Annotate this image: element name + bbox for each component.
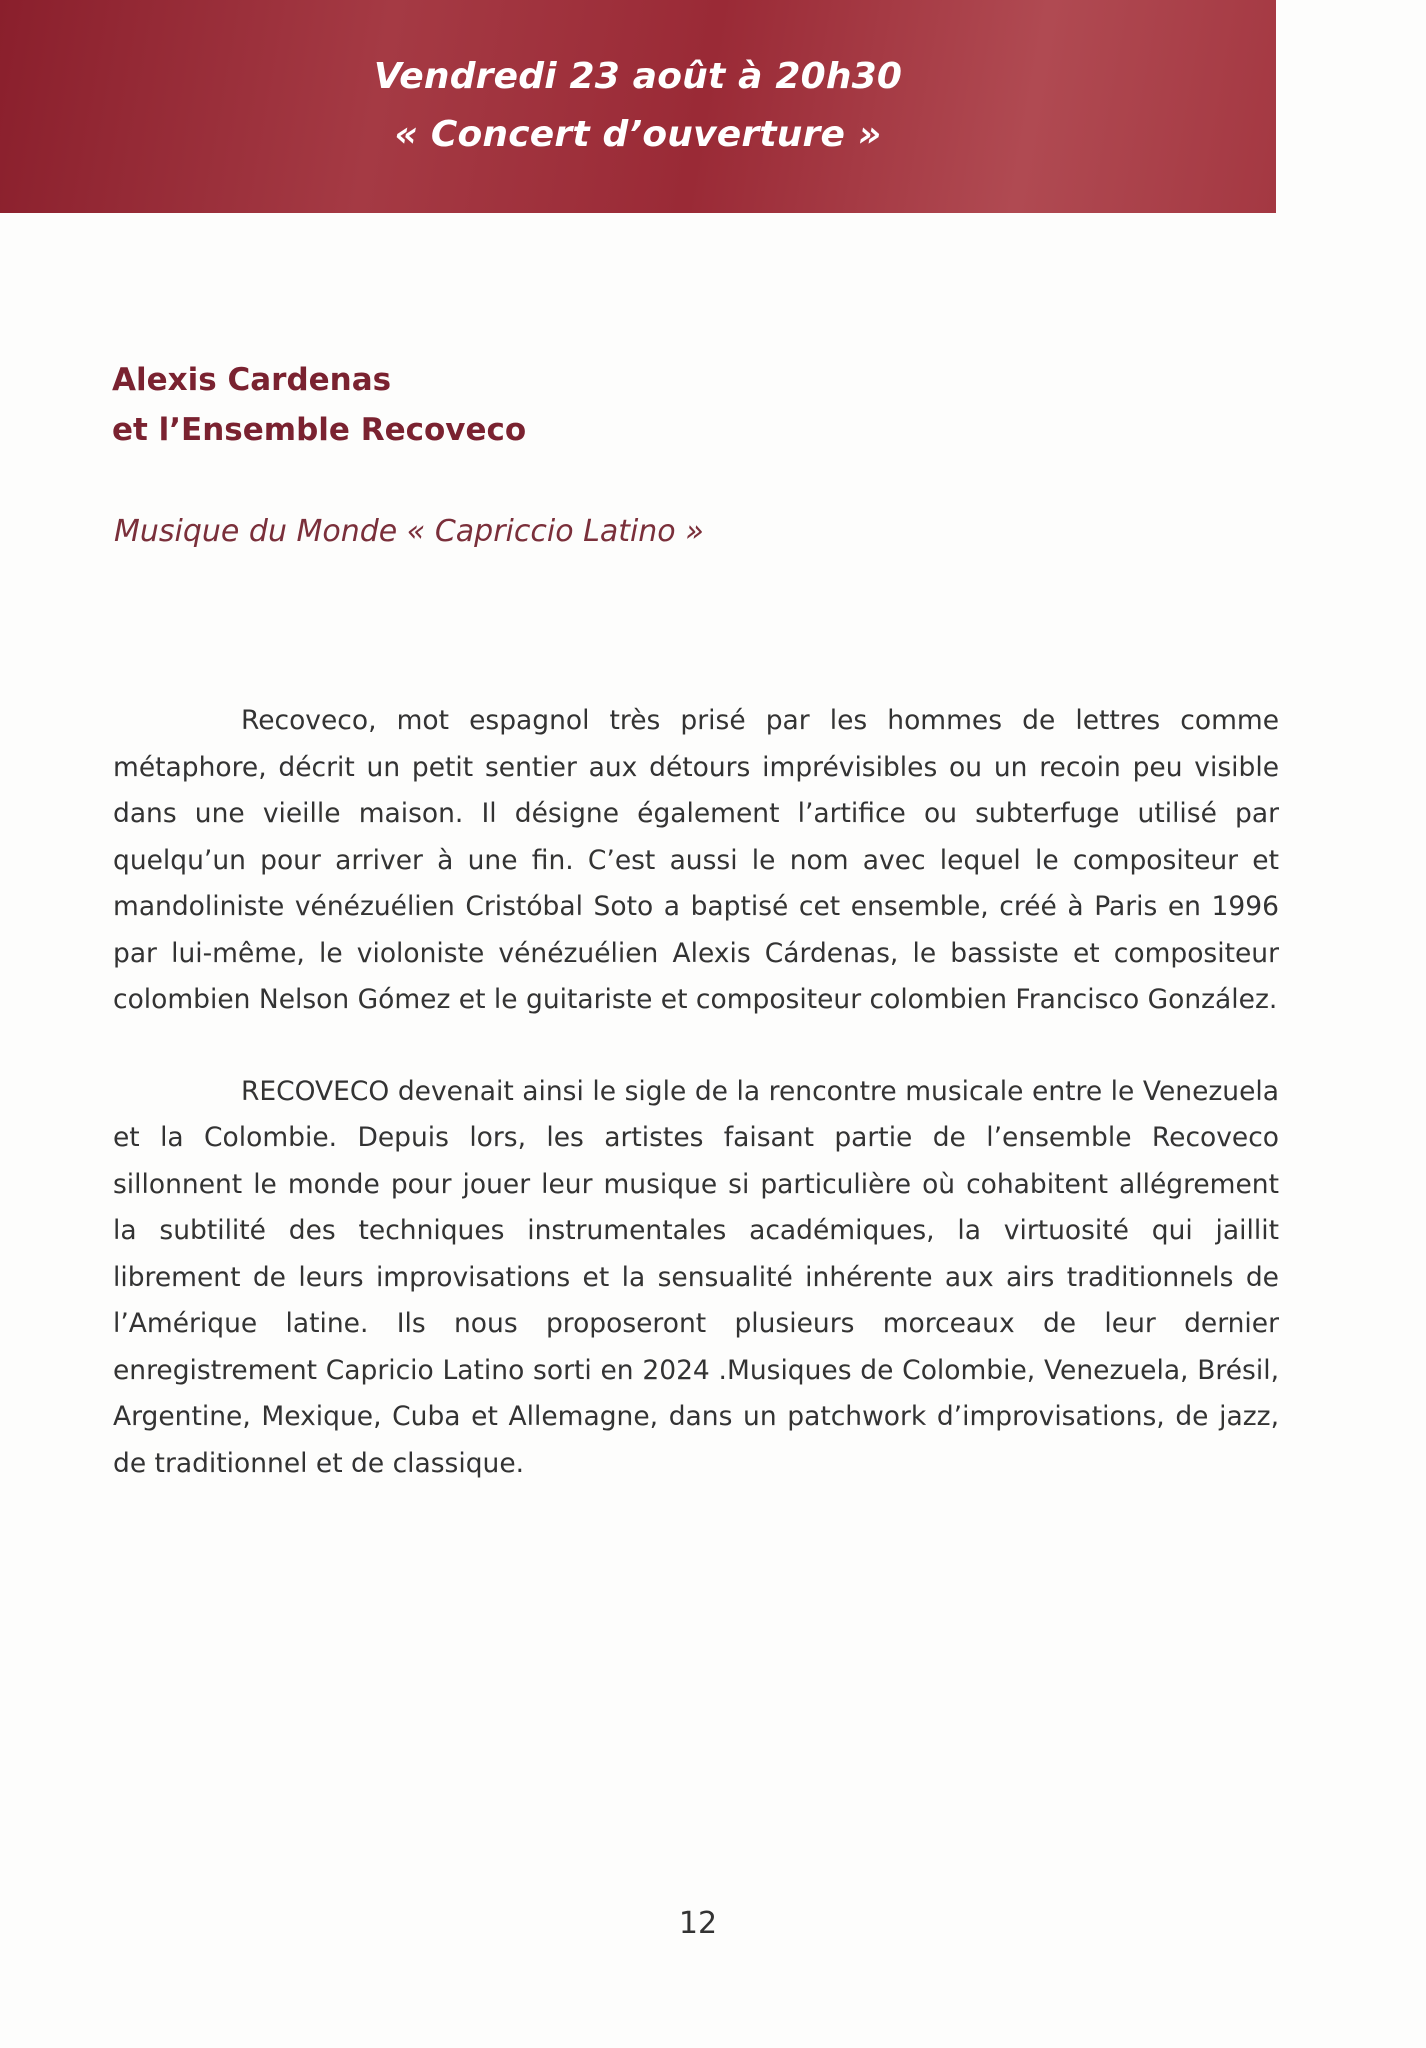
performer-name: Alexis Cardenas [112, 362, 392, 398]
header-banner [0, 0, 1276, 213]
concert-title: « Concert d’ouverture » [394, 114, 882, 155]
description-body [113, 698, 1279, 1532]
genre-subtitle: Musique du Monde « Capriccio Latino » [114, 514, 704, 549]
concert-date: Vendredi 23 août à 20h30 [373, 56, 903, 97]
paragraph-1: Recoveco, mot espagnol très prisé par les hommes de lettres comme métaphore, décrit un petit sentier aux détours imprévisibles ou un recoin peu visible dans une vieille maison. Il désigne également l’artifice ou subterfuge utilisé par quelqu’un pour arriver à une fin. C’est aussi le nom avec lequel le compositeur et mandoliniste vénézuélien Cristóbal Soto a baptisé cet ensemble, créé à Paris en 1996 par lui-même, le violoniste vénézuélien Alexis Cárdenas, le bassiste et compositeur colombien Nelson Gómez et le guitariste et compositeur colombien Francisco González. [113, 705, 1279, 1015]
paragraph-2: RECOVECO devenait ainsi le sigle de la rencontre musicale entre le Venezuela et la Colombie. Depuis lors, les artistes faisant partie de l’ensemble Recoveco sillonnent le monde pour jouer leur musique si particulière où cohabitent allégrement la subtilité des techniques instrumentales académiques, la virtuosité qui jaillit librement de leurs improvisations et la sensualité inhérente aux airs traditionnels de l’Amérique latine. Ils nous proposeront plusieurs morceaux de leur dernier enregistrement Capricio Latino sorti en 2024 .Musiques de Colombie, Venezuela, Brésil, Argentine, Mexique, Cuba et Allemagne, dans un patchwork d’improvisations, de jazz, de traditionnel et de classique. [113, 1075, 1279, 1479]
ensemble-name: et l’Ensemble Recoveco [112, 412, 527, 448]
performer-heading [112, 355, 1012, 455]
page-number: 12 [678, 1906, 718, 1941]
